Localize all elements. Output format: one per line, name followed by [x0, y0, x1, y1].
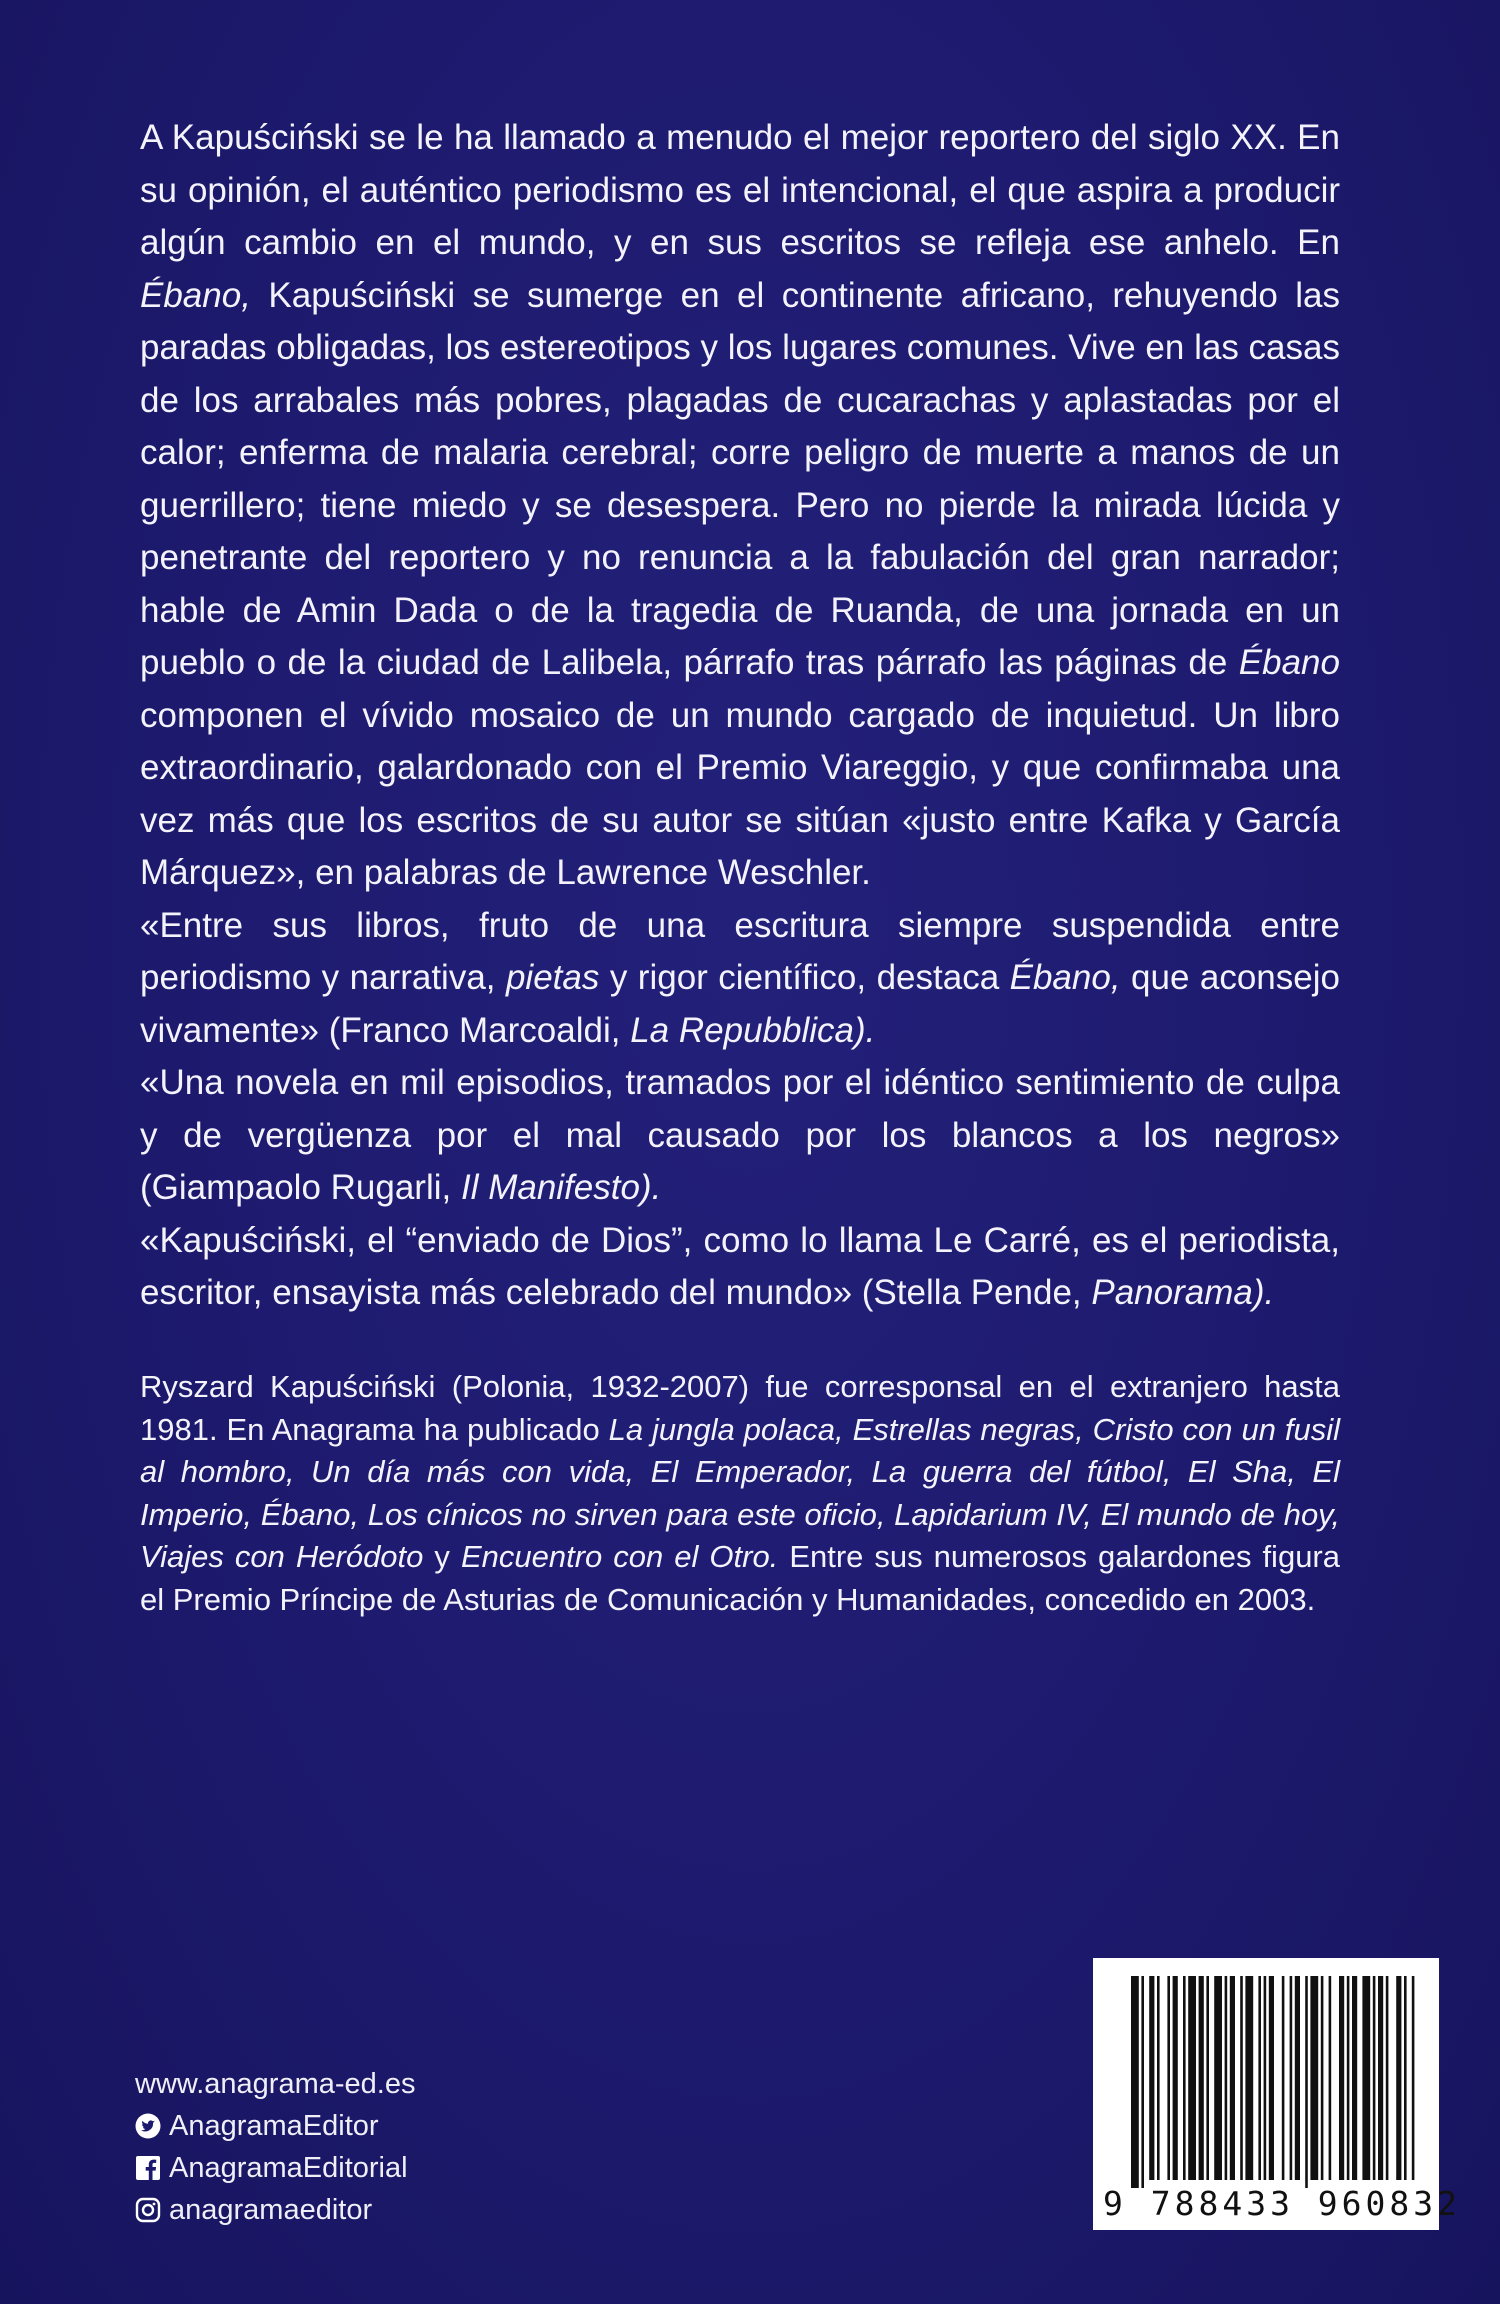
blurb-quote [140, 900, 1340, 1058]
author-bio [140, 1366, 1340, 1621]
barcode-bar-1 [1141, 1976, 1144, 2188]
barcode-bar-27 [1352, 1976, 1357, 2180]
author-bio-paragraph [140, 1366, 1340, 1621]
barcode-bar-29 [1373, 1976, 1376, 2180]
instagram-icon [135, 2197, 161, 2223]
barcode-bar-21 [1305, 1976, 1308, 2188]
barcode-bar-11 [1225, 1976, 1228, 2180]
barcode-bar-19 [1290, 1976, 1293, 2180]
text-run: y rigor científico, destaca [599, 958, 1010, 997]
text-run: y [423, 1539, 461, 1574]
barcode-bar-17 [1269, 1976, 1274, 2180]
barcode-bar-4 [1167, 1976, 1170, 2180]
text-run: A Kapuściński se le ha llamado a menudo el mejor reportero del siglo XX. En su opinión, el auténtico periodismo es el intencional, el que aspira a producir algún cambio en el mundo, y en sus escritos se refleja ese anhelo. En [140, 118, 1340, 262]
text-run: Ryszard Kapuściński (Polonia, 1932-2007) fue corresponsal en el extranjero hasta 1981. En Anagrama ha publicado [140, 1369, 1340, 1447]
website-text: www.anagrama-ed.es [135, 2067, 416, 2100]
barcode-bar-28 [1362, 1976, 1370, 2180]
barcode-bar-32 [1396, 1976, 1401, 2180]
text-run: componen el vívido mosaico de un mundo cargado de inquietud. Un libro extraordinario, galardonado con el Premio Viareggio, y que confirmaba una vez más que los escritos de su autor se sitúan «justo entre Kafka y García Márquez», en palabras de Lawrence Weschler. [140, 695, 1340, 892]
text-run: «Entre sus libros, fruto de una escritura siempre suspendida entre periodismo y narrativa, [140, 905, 1340, 997]
barcode-bar-15 [1258, 1976, 1261, 2180]
barcode-bar-2 [1149, 1976, 1154, 2180]
italic-text-run: Ébano, [140, 275, 251, 315]
facebook-handle[interactable] [135, 2147, 635, 2189]
barcode-bar-6 [1183, 1976, 1186, 2180]
twitter-text: AnagramaEditor [169, 2109, 379, 2142]
facebook-text: AnagramaEditorial [169, 2151, 408, 2184]
text-run: Entre sus numerosos galardones figura el Premio Príncipe de Asturias de Comunicación y Humanidades, concedido en 2003. [140, 1539, 1340, 1617]
text-run: «Una novela en mil episodios, tramados por el idéntico sentimiento de culpa y de vergüenza por el mal causado por los blancos a los negros» (Giampaolo Rugarli, [140, 1063, 1340, 1207]
barcode-bar-23 [1321, 1976, 1324, 2180]
blurb [140, 112, 1340, 1320]
italic-text-run: Ébano [1238, 643, 1340, 682]
text-run: que aconsejo vivamente» (Franco Marcoaldi, [140, 958, 1340, 1050]
italic-text-run: Ébano, [1009, 958, 1121, 997]
blurb-paragraph [140, 112, 1340, 900]
instagram-text: anagramaeditor [169, 2193, 373, 2226]
italic-text-run: Panorama). [1091, 1273, 1275, 1312]
barcode-bar-14 [1245, 1976, 1253, 2180]
italic-text-run: La jungla polaca, Estrellas negras, Cristo con un fusil al hombro, Un día más con vida, El Emperador, La guerra del fútbol, El Sha, El Imperio, Ébano, Los cínicos no sirven para este oficio, Lapidarium IV, El mundo de hoy, Viajes con Heródoto [140, 1411, 1340, 1574]
barcode-bar-5 [1173, 1976, 1178, 2180]
barcode-bar-9 [1206, 1976, 1209, 2180]
barcode-bar-7 [1188, 1976, 1196, 2180]
italic-text-run: Encuentro con el Otro. [460, 1539, 779, 1574]
barcode-bar-16 [1264, 1976, 1267, 2180]
text-run: Kapuściński se sumerge en el continente africano, rehuyendo las paradas obligadas, los estereotipos y los lugares comunes. Vive en las casas de los arrabales más pobres, plagadas de cucarachas y aplastadas por el calor; enferma de malaria cerebral; corre peligro de muerte a manos de un guerrillero; tiene miedo y se desespera. Pero no pierde la mirada lúcida y penetrante del reportero y no renuncia a la fabulación del gran narrador; hable de Amin Dada o de la tragedia de Ruanda, de una jornada en un pueblo o de la ciudad de Lalibela, párrafo tras párrafo las páginas de [140, 275, 1340, 682]
barcode-bar-20 [1295, 1976, 1300, 2180]
instagram-handle[interactable] [135, 2189, 635, 2231]
barcode-bar-31 [1386, 1976, 1389, 2180]
twitter-handle[interactable] [135, 2105, 635, 2147]
italic-text-run: Il Manifesto). [460, 1168, 662, 1207]
isbn-digits: 9 788433 960832 [1103, 2184, 1462, 2223]
barcode-bar-25 [1339, 1976, 1344, 2180]
barcode-bar-30 [1378, 1976, 1383, 2180]
barcode-bar-3 [1157, 1976, 1160, 2180]
barcode-bar-26 [1347, 1976, 1350, 2180]
barcode-bar-18 [1282, 1976, 1285, 2180]
barcode-bar-22 [1310, 1976, 1318, 2180]
text-run: «Kapuściński, el “enviado de Dios”, como lo llama Le Carré, es el periodista, escritor, ensayista más celebrado del mundo» (Stella Pende, [140, 1220, 1340, 1312]
italic-text-run: La Repubblica). [630, 1010, 876, 1050]
barcode-bar-12 [1230, 1976, 1235, 2180]
barcode-bar-0 [1131, 1976, 1139, 2188]
barcode-bar-8 [1199, 1976, 1204, 2180]
publisher-contacts [135, 2063, 635, 2231]
barcode-bar-24 [1329, 1976, 1332, 2180]
barcode-bar-10 [1214, 1976, 1222, 2180]
website-link[interactable] [135, 2063, 635, 2105]
blurb-quote [140, 1215, 1340, 1320]
isbn-barcode [1093, 1958, 1462, 2230]
facebook-icon [135, 2155, 161, 2181]
twitter-icon [135, 2113, 161, 2139]
barcode-bar-13 [1240, 1976, 1243, 2180]
barcode-bar-33 [1404, 1976, 1407, 2180]
barcode-bar-34 [1412, 1976, 1415, 2180]
italic-text-run: pietas [505, 958, 600, 997]
blurb-quote [140, 1057, 1340, 1215]
